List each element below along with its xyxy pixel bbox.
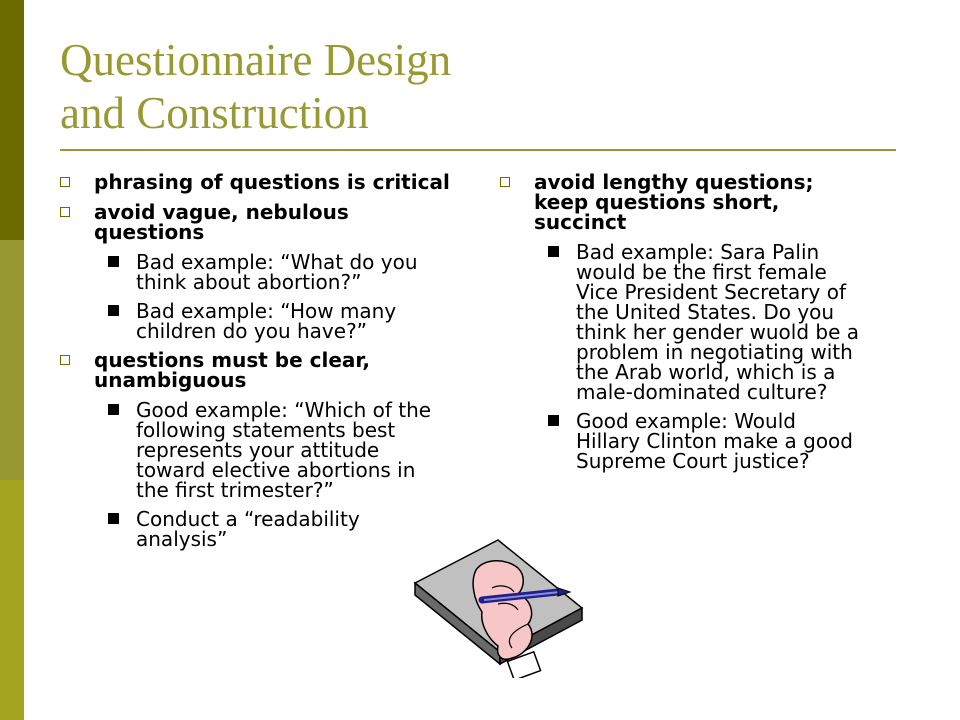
slide-title xyxy=(60,34,920,140)
sub-bullet-readability xyxy=(60,509,406,549)
sub-bullet-good-example-clinton xyxy=(500,411,860,471)
title-divider xyxy=(60,149,896,151)
sub-bullet-bad-example-abortion xyxy=(60,252,460,292)
sub-bullet-text: Bad example: Sara Palin would be the first female Vice President Secretary of the United States. Do you think her gender wuold be a problem in negotiating with the Arab world, which is a male-dominated culture? xyxy=(576,240,859,404)
title-line-2: and Construction xyxy=(60,88,369,138)
sub-bullet-text: Bad example: “What do you think about abortion?” xyxy=(136,250,418,294)
sub-bullet-text: Conduct a “readability analysis” xyxy=(136,507,360,551)
sidebar-segment-light xyxy=(0,480,24,720)
left-column xyxy=(60,172,460,558)
sidebar-segment-dark xyxy=(0,0,24,240)
bullet-clear-unambiguous xyxy=(60,350,460,390)
hand-writing-on-notepad-icon xyxy=(410,528,590,678)
sub-bullet-text: Good example: “Which of the following statements best represents your attitude toward elective abortions in the first trimester?” xyxy=(136,398,432,502)
filled-square-bullet-icon xyxy=(108,305,119,316)
bullet-text: avoid lengthy questions; keep questions short, succinct xyxy=(534,170,814,234)
bullet-avoid-vague xyxy=(60,202,460,242)
filled-square-bullet-icon xyxy=(108,256,119,267)
filled-square-bullet-icon xyxy=(548,415,559,426)
hollow-square-bullet-icon xyxy=(60,177,70,187)
filled-square-bullet-icon xyxy=(108,404,119,415)
sub-bullet-text: Bad example: “How many children do you have?” xyxy=(136,299,397,343)
bullet-phrasing xyxy=(60,172,460,192)
sidebar-bars xyxy=(0,0,24,720)
bullet-avoid-lengthy xyxy=(500,172,860,232)
filled-square-bullet-icon xyxy=(108,513,119,524)
filled-square-bullet-icon xyxy=(548,246,559,257)
sub-bullet-bad-example-children xyxy=(60,301,460,341)
bullet-text: avoid vague, nebulous questions xyxy=(94,200,349,244)
title-line-1: Questionnaire Design xyxy=(60,35,452,85)
sub-bullet-text: Good example: Would Hillary Clinton make a good Supreme Court justice? xyxy=(576,409,853,473)
bullet-text: phrasing of questions is critical xyxy=(94,170,450,194)
sub-bullet-bad-example-palin xyxy=(500,242,860,402)
hollow-square-bullet-icon xyxy=(60,207,70,217)
hollow-square-bullet-icon xyxy=(60,355,70,365)
hollow-square-bullet-icon xyxy=(500,177,510,187)
sidebar-segment-mid xyxy=(0,240,24,480)
sub-bullet-good-example-statements xyxy=(60,400,446,500)
bullet-text: questions must be clear, unambiguous xyxy=(94,348,370,392)
right-column xyxy=(500,172,860,480)
